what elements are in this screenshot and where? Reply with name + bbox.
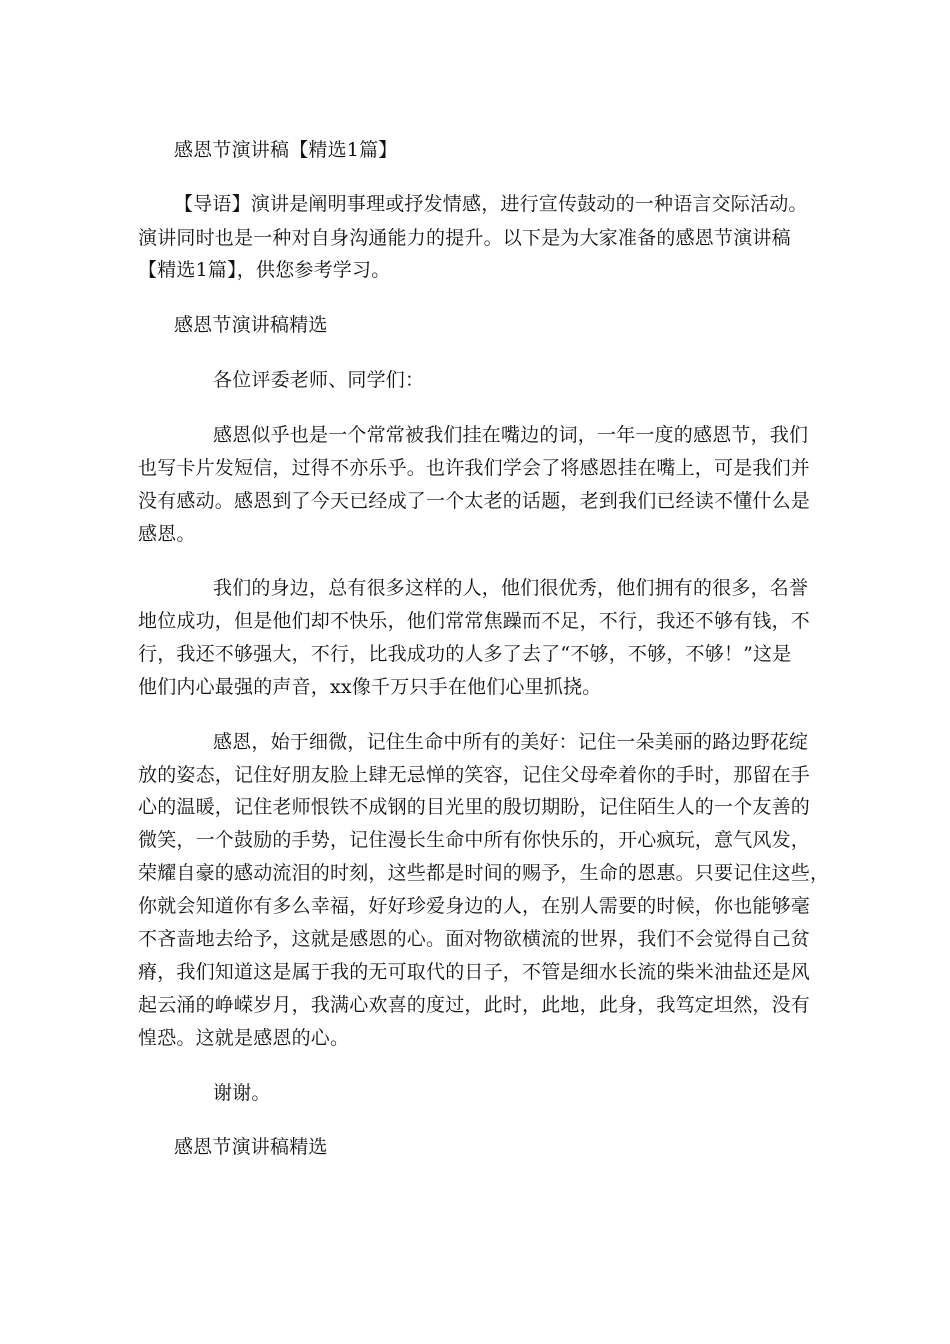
para2-line-1: 我们的身边，总有很多这样的人，他们很优秀，他们拥有的很多，名誉: [213, 577, 809, 599]
para3-line-4: 微笑，一个鼓励的手势，记住漫长生命中所有你快乐的，开心疯玩，意气风发，: [138, 829, 811, 851]
intro-line-2: 演讲同时也是一种对自身沟通能力的提升。以下是为大家准备的感恩节演讲稿: [138, 227, 791, 249]
intro-line-3: 【精选1篇】，供您参考学习。: [138, 259, 391, 281]
para3-line-6: 你就会知道你有多么幸福，好好珍爱身边的人，在别人需要的时候，你也能够毫: [138, 895, 811, 917]
para3-line-1: 感恩，始于细微，记住生命中所有的美好：记住一朵美丽的路边野花绽: [213, 731, 809, 753]
para2-line-3: 行，我还不够强大，不行，比我成功的人多了去了“不够，不够，不够！”这是: [138, 643, 792, 665]
para2-line-4: 他们内心最强的声音，xx像千万只手在他们心里抓挠。: [138, 676, 602, 698]
closing-thanks: 谢谢。: [213, 1082, 271, 1104]
section-heading: 感恩节演讲稿精选: [174, 314, 328, 336]
para3-line-2: 放的姿态，记住好朋友脸上肆无忌惮的笑容，记住父母牵着你的手时，那留在手: [138, 764, 811, 786]
para1-line-4: 感恩。: [138, 523, 196, 545]
para3-line-7: 不吝啬地去给予，这就是感恩的心。面对物欲横流的世界，我们不会觉得自己贫: [138, 928, 811, 950]
para3-line-3: 心的温暖，记住老师恨铁不成钢的目光里的殷切期盼，记住陌生人的一个友善的: [138, 796, 811, 818]
para1-line-3: 没有感动。感恩到了今天已经成了一个太老的话题，老到我们已经读不懂什么是: [138, 490, 811, 512]
para3-line-10: 惶恐。这就是感恩的心。: [138, 1027, 350, 1049]
para3-line-8: 瘠，我们知道这是属于我的无可取代的日子，不管是细水长流的柴米油盐还是风: [138, 961, 811, 983]
para1-line-2: 也写卡片发短信，过得不亦乐乎。也许我们学会了将感恩挂在嘴上，可是我们并: [138, 457, 811, 479]
para3-line-5: 荣耀自豪的感动流泪的时刻，这些都是时间的赐予，生命的恩惠。只要记住这些，: [138, 862, 830, 884]
document-title: 感恩节演讲稿【精选1篇】: [174, 139, 398, 161]
para2-line-2: 地位成功，但是他们却不快乐，他们常常焦躁而不足，不行，我还不够有钱，不: [138, 610, 811, 632]
salutation: 各位评委老师、同学们：: [213, 369, 425, 391]
para1-line-1: 感恩似乎也是一个常常被我们挂在嘴边的词，一年一度的感恩节，我们: [213, 424, 809, 446]
section-heading-2: 感恩节演讲稿精选: [174, 1136, 328, 1158]
intro-line-1: 【导语】演讲是阐明事理或抒发情感，进行宣传鼓动的一种语言交际活动。: [174, 193, 808, 215]
para3-line-9: 起云涌的峥嵘岁月，我满心欢喜的度过，此时，此地，此身，我笃定坦然，没有: [138, 994, 811, 1016]
